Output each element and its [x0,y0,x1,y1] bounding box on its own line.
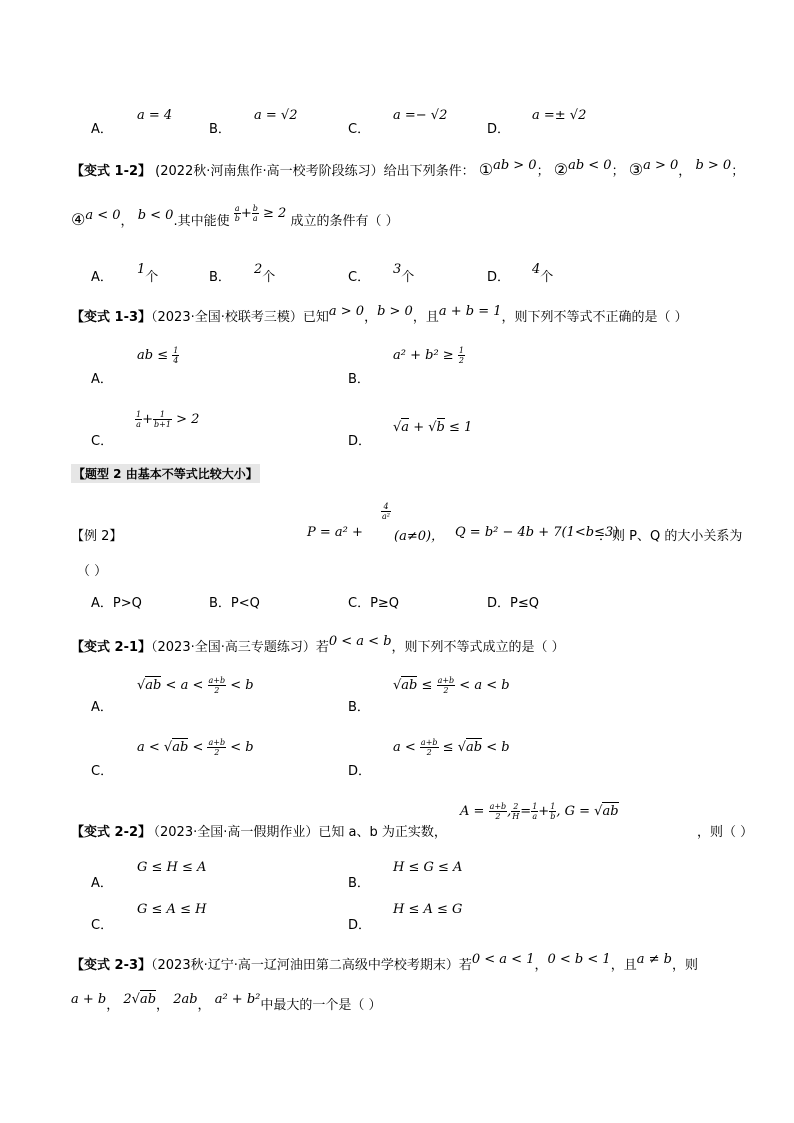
option-d-label: D． [487,270,511,285]
option-c-expr: G ≤ A ≤ H [137,902,207,917]
separator: ， [120,214,134,229]
expr-3: 2ab [173,992,198,1007]
condition-mark-1: ① [478,160,494,179]
condition-b: 0 < b < 1 [547,952,611,967]
condition-mark-3: ③ [628,160,644,179]
condition-sum: a + b = 1 [438,304,502,319]
option-d-label: D． [348,764,372,779]
q-expr: Q = b² − 4b + 7(1<b≤3) [455,525,619,540]
option-b: B．P<Q [209,596,260,611]
separator: ； [536,164,550,179]
separator: ， [678,164,692,179]
condition-3b: b > 0 [695,158,732,173]
option-b-expr: a² + b² ≥ $\frac{1}{2}$ [393,346,464,365]
variant-source: （2023·全国·校联考三模）已知 [151,310,329,325]
variant-tag: 【变式 1-2】 [71,164,152,179]
option-d-label: D． [348,918,372,933]
option-d-expr: a < $\frac{a+b}{2}$ ≤ √ab < b [393,738,510,757]
variant-tail: ，则下列不等式成立的是（ ） [391,640,565,655]
condition-mark-2: ② [553,160,569,179]
option-d-label: D． [348,434,372,449]
condition-a: 0 < a < 1 [471,952,535,967]
connector: ，且 [412,310,439,325]
option-b-label: B． [348,700,370,715]
inequality-expr: $\frac{a}{b}$ + $\frac{b}{a}$ ≥ 2 [234,204,287,223]
option-a-value: 1个 [137,262,159,285]
condition-a: a > 0 [328,304,365,319]
p-fraction: 4 a² [382,502,390,521]
option-b-expr: a = √2 [254,108,298,123]
fraction: $\frac{b}{a}$ [252,204,258,223]
variant-tag: 【变式 1-3】 [71,310,152,325]
variant-tag: 【变式 2-1】 [71,640,152,655]
section-title: 【题型 2 由基本不等式比较大小】 [71,464,260,483]
separator: ， [534,958,548,973]
example-question: ．则 P、Q 的大小关系为 [599,529,743,544]
option-c-expr: a < √ab < $\frac{a+b}{2}$ < b [137,738,254,757]
option-c-label: C． [91,918,114,933]
condition-2: ab < 0 [568,158,612,173]
separator: ； [611,164,625,179]
option-a-expr: ab ≤ $\frac{1}{4}$ [137,346,179,365]
condition-4a: a < 0 [85,208,121,223]
option-c-label: C． [348,122,371,137]
expr-4: a² + b² [214,992,261,1007]
variant-1-3-line [71,306,688,325]
option-a: A．P>Q [91,596,142,611]
option-c-label: C． [91,764,114,779]
variant-tail: ，则下列不等式不正确的是（ ） [501,310,688,325]
option-c: C．P≥Q [348,596,400,611]
option-d-value: 4个 [532,262,554,285]
option-c-label: C． [91,434,114,449]
variant-source: （2023·全国·高三专题练习）若 [151,640,329,655]
variant-1-2-line2 [71,204,399,231]
separator: ， [197,998,211,1013]
option-b-label: B． [209,270,231,285]
option-b-label: B． [348,372,370,387]
connector: ，且 [610,958,637,973]
option-b-label: B． [209,122,231,137]
separator: ， [106,998,120,1013]
variant-1-2-line1 [71,160,744,179]
option-b-expr: √ab ≤ $\frac{a+b}{2}$ < a < b [393,676,510,695]
separator: ， [156,998,170,1013]
option-d-expr: H ≤ A ≤ G [393,902,463,917]
separator: ， [364,310,378,325]
variant-tail: 成立的条件有（ ） [290,214,399,229]
variant-tail: 中最大的一个是（ ） [260,998,382,1013]
condition-b: b > 0 [377,304,413,319]
option-c-expr: a =− √2 [393,108,448,123]
p-condition: (a≠0)， [394,529,445,544]
option-b-value: 2个 [254,262,276,285]
separator: ； [731,164,745,179]
variant-2-2-line [71,800,754,840]
condition-1: ab > 0 [493,158,537,173]
option-b-expr: H ≤ G ≤ A [393,860,463,875]
option-a-expr: √ab < a < $\frac{a+b}{2}$ < b [137,676,254,695]
expr-1: a + b [71,992,107,1007]
variant-source: （2023秋·辽宁·高一辽河油田第二高级中学校考期末）若 [151,958,472,973]
variant-tail: ，则（ ） [697,825,754,840]
condition-mark-4: ④ [71,210,86,229]
variant-2-3-line1 [71,954,698,973]
answer-paren: （ ） [77,564,108,579]
option-a-label: A． [91,700,113,715]
condition: 0 < a < b [328,634,392,649]
variant-2-1-line [71,636,565,655]
example-tag: 【例 2】 [71,529,123,544]
option-a-expr: a = 4 [137,108,173,123]
option-c-expr: $\frac{1}{a}$ + $\frac{1}{b+1}$ > 2 [136,410,200,429]
condition-4b: b < 0 [137,208,174,223]
condition-neq: a ≠ b [636,952,672,967]
expr-2: 2√ab [123,992,157,1007]
option-d: D．P≤Q [487,596,539,611]
option-a-label: A． [91,122,113,137]
variant-2-3-line2 [71,994,382,1013]
option-d-expr: √a + √b ≤ 1 [393,420,473,435]
option-a-expr: G ≤ H ≤ A [137,860,207,875]
connector: ，则 [671,958,698,973]
option-b-label: B． [348,876,370,891]
option-c-label: C． [348,270,371,285]
option-d-label: D． [487,122,511,137]
variant-source: （2023·全国·高一假期作业）已知 a、b 为正实数， [147,825,447,840]
p-expr: P = a² + [307,525,363,540]
option-d-expr: a =± √2 [532,108,587,123]
definition-expr: A = $\frac{a+b}{2}$ , $\frac{2}{H}$ = $\frac{1}{a}$ + $\frac{1}{b}$ , G = √ab [460,802,619,821]
option-a-label: A． [91,876,113,891]
condition-3a: a > 0 [643,158,679,173]
example-2-line1 [71,498,743,544]
option-c-value: 3个 [393,262,415,285]
variant-tag: 【变式 2-2】 [71,825,152,840]
option-a-label: A． [91,372,113,387]
condition-tail: .其中能使 [173,214,230,229]
variant-source: (2022秋·河南焦作·高一校考阶段练习）给出下列条件： [155,164,475,179]
option-a-label: A． [91,270,113,285]
fraction: $\frac{a}{b}$ [234,204,240,223]
variant-tag: 【变式 2-3】 [71,958,152,973]
